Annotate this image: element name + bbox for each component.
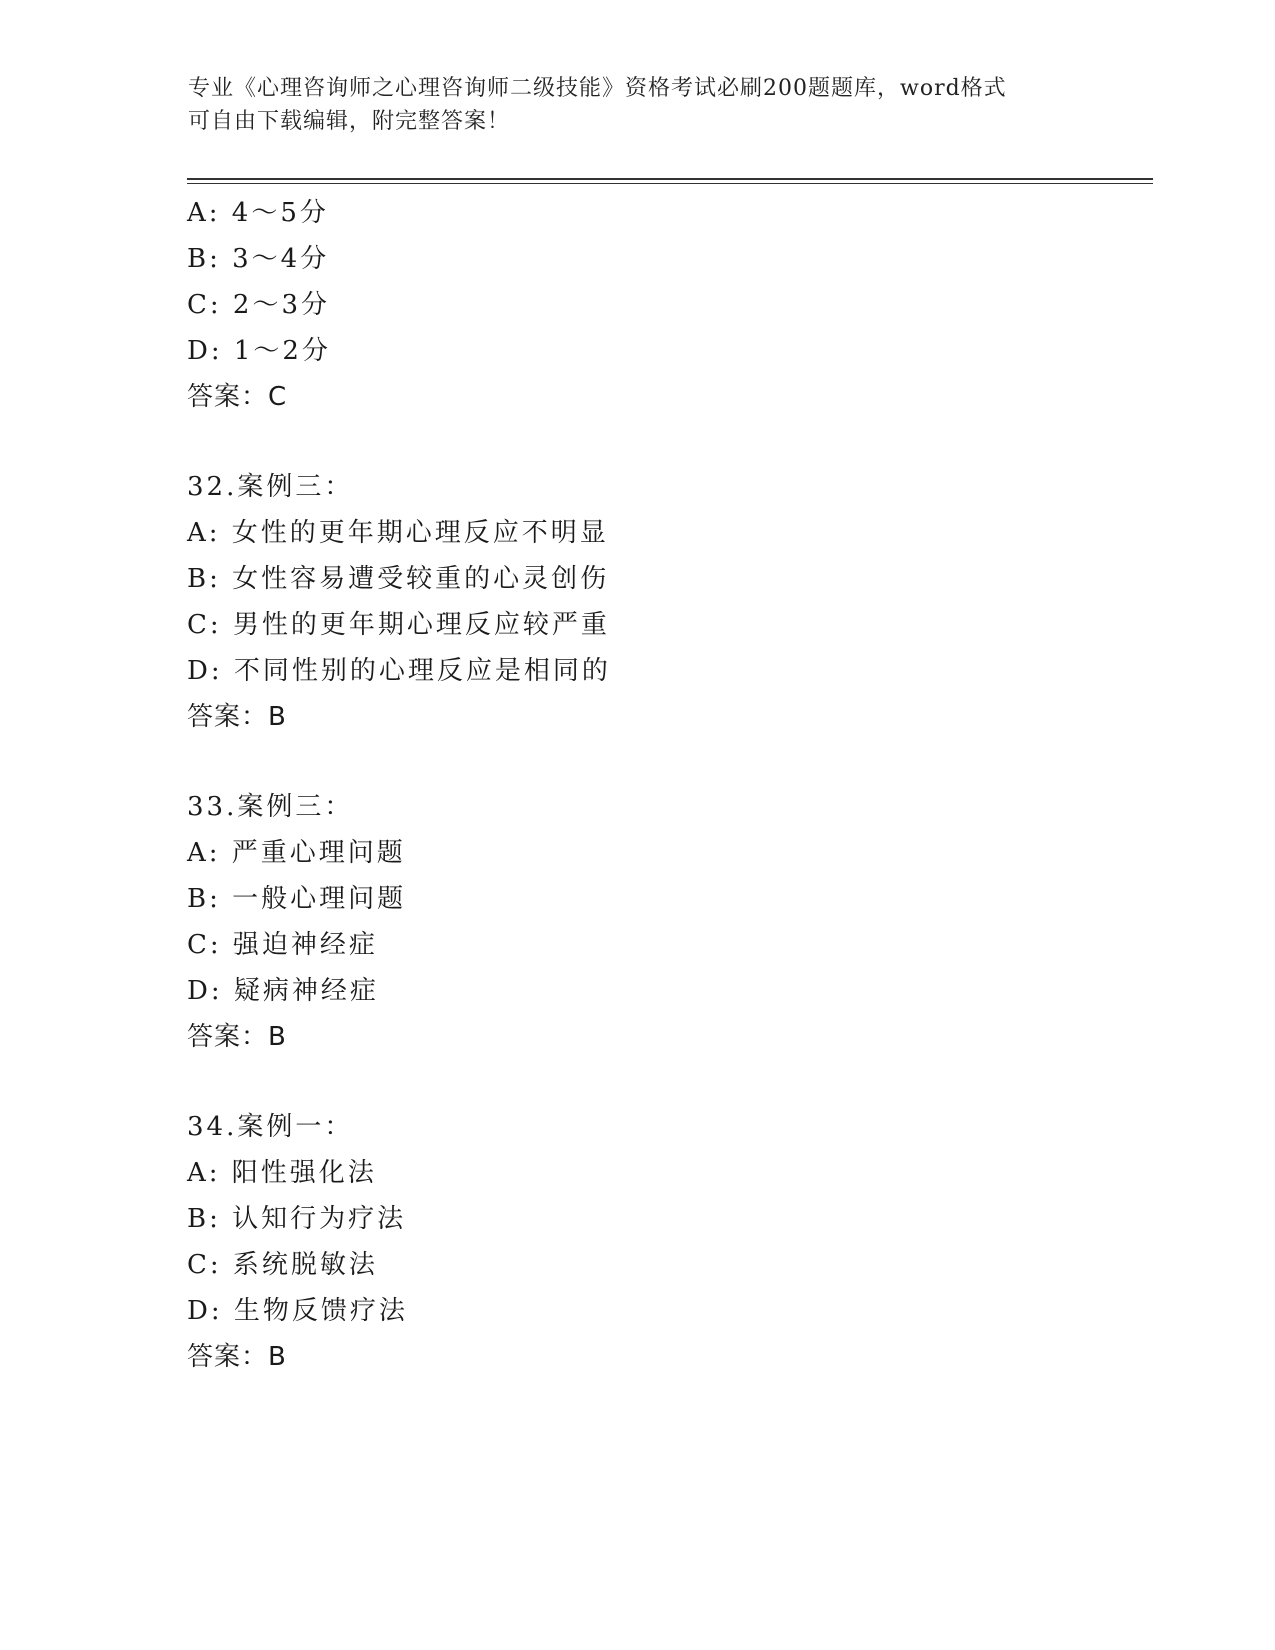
question-title: 34.案例一： — [187, 1112, 354, 1142]
question-block-31 — [187, 190, 1147, 420]
option-d: D: 疑病神经症 — [187, 976, 379, 1006]
answer-line: 答案：B — [187, 702, 287, 732]
option-b: B: 一般心理问题 — [187, 884, 407, 914]
header-divider-thin — [187, 183, 1153, 184]
answer-line: 答案：C — [187, 382, 288, 412]
option-a: A: 4～5分 — [187, 198, 329, 228]
header-divider-thick — [187, 178, 1153, 180]
option-b: B: 3～4分 — [187, 244, 330, 274]
option-c: C: 2～3分 — [187, 290, 331, 320]
option-a: A: 严重心理问题 — [187, 838, 406, 868]
answer-line: 答案：B — [187, 1022, 287, 1052]
option-d: D: 1～2分 — [187, 336, 331, 366]
option-c: C: 男性的更年期心理反应较严重 — [187, 610, 610, 640]
question-title: 33.案例三： — [187, 792, 354, 822]
option-b: B: 认知行为疗法 — [187, 1204, 407, 1234]
option-b: B: 女性容易遭受较重的心灵创伤 — [187, 564, 610, 594]
option-c: C: 系统脱敏法 — [187, 1250, 378, 1280]
question-block-34 — [187, 1104, 1147, 1380]
answer-line: 答案：B — [187, 1342, 287, 1372]
header-line-2: 可自由下载编辑，附完整答案！ — [188, 109, 511, 134]
question-block-33 — [187, 784, 1147, 1060]
option-a: A: 阳性强化法 — [187, 1158, 377, 1188]
option-a: A: 女性的更年期心理反应不明显 — [187, 518, 609, 548]
question-block-32 — [187, 464, 1147, 740]
option-d: D: 不同性别的心理反应是相同的 — [187, 656, 611, 686]
question-list — [187, 190, 1147, 1380]
document-header — [188, 72, 1068, 138]
option-c: C: 强迫神经症 — [187, 930, 378, 960]
header-line-1: 专业《心理咨询师之心理咨询师二级技能》资格考试必刷200题题库，word格式 — [188, 76, 1007, 101]
question-title: 32.案例三： — [187, 472, 354, 502]
option-d: D: 生物反馈疗法 — [187, 1296, 408, 1326]
